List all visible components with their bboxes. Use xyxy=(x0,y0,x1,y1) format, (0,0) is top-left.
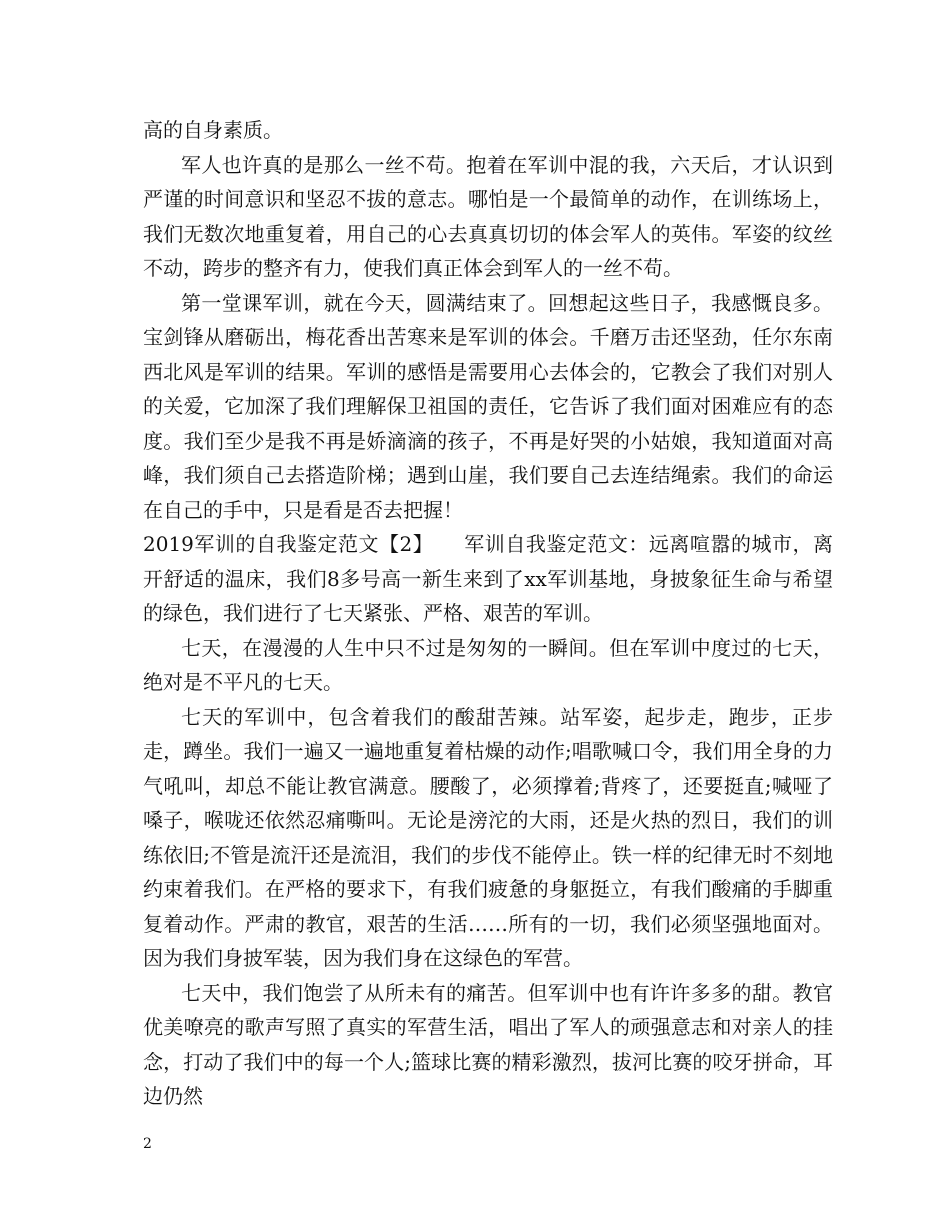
paragraph-7: 七天中，我们饱尝了从所未有的痛苦。但军训中也有许许多多的甜。教官优美嘹亮的歌声写照了真实的军营生活，唱出了军人的顽强意志和对亲人的挂念，打动了我们中的每一个人;篮球比赛的精彩激烈，拔河比赛的咬牙拼命，耳边仍然 xyxy=(143,980,833,1108)
page-number: 2 xyxy=(143,1136,152,1152)
section-heading-paragraph: 2019军训的自我鉴定范文【2】 军训自我鉴定范文：远离喧嚣的城市，离开舒适的温床，我们8多号高一新生来到了xx军训基地，身披象征生命与希望的绿色，我们进行了七天紧张、严格、艰苦的军训。 xyxy=(143,532,833,625)
body-text xyxy=(143,113,833,1114)
paragraph-6: 七天的军训中，包含着我们的酸甜苦辣。站军姿，起步走，跑步，正步走，蹲坐。我们一遍又一遍地重复着枯燥的动作;唱歌喊口令，我们用全身的力气吼叫，却总不能让教官满意。腰酸了，必须撑着;背疼了，还要挺直;喊哑了嗓子，喉咙还依然忍痛嘶叫。无论是滂沱的大雨，还是火热的烈日，我们的训练依旧;不管是流汗还是流泪，我们的步伐不能停止。铁一样的纪律无时不刻地约束着我们。在严格的要求下，有我们疲惫的身躯挺立，有我们酸痛的手脚重复着动作。严肃的教官，艰苦的生活……所有的一切，我们必须坚强地面对。因为我们身披军装，因为我们身在这绿色的军营。 xyxy=(143,704,833,970)
paragraph-5: 七天，在漫漫的人生中只不过是匆匆的一瞬间。但在军训中度过的七天，绝对是不平凡的七天。 xyxy=(143,635,833,694)
paragraph-2: 军人也许真的是那么一丝不苟。抱着在军训中混的我，六天后，才认识到严谨的时间意识和坚忍不拔的意志。哪怕是一个最简单的动作，在训练场上，我们无数次地重复着，用自己的心去真真切切的体会军人的英伟。军姿的纹丝不动，跨步的整齐有力，使我们真正体会到军人的一丝不苟。 xyxy=(143,152,833,280)
paragraph-3: 第一堂课军训，就在今天，圆满结束了。回想起这些日子，我感慨良多。宝剑锋从磨砺出，梅花香出苦寒来是军训的体会。千磨万击还坚劲，任尔东南西北风是军训的结果。军训的感悟是需要用心去体会的，它教会了我们对别人的关爱，它加深了我们理解保卫祖国的责任，它告诉了我们面对困难应有的态度。我们至少是我不再是娇滴滴的孩子，不再是好哭的小姑娘，我知道面对高峰，我们须自己去搭造阶梯；遇到山崖，我们要自己去连结绳索。我们的命运在自己的手中，只是看是否去把握！ xyxy=(143,290,833,522)
paragraph-1: 高的自身素质。 xyxy=(143,118,283,142)
